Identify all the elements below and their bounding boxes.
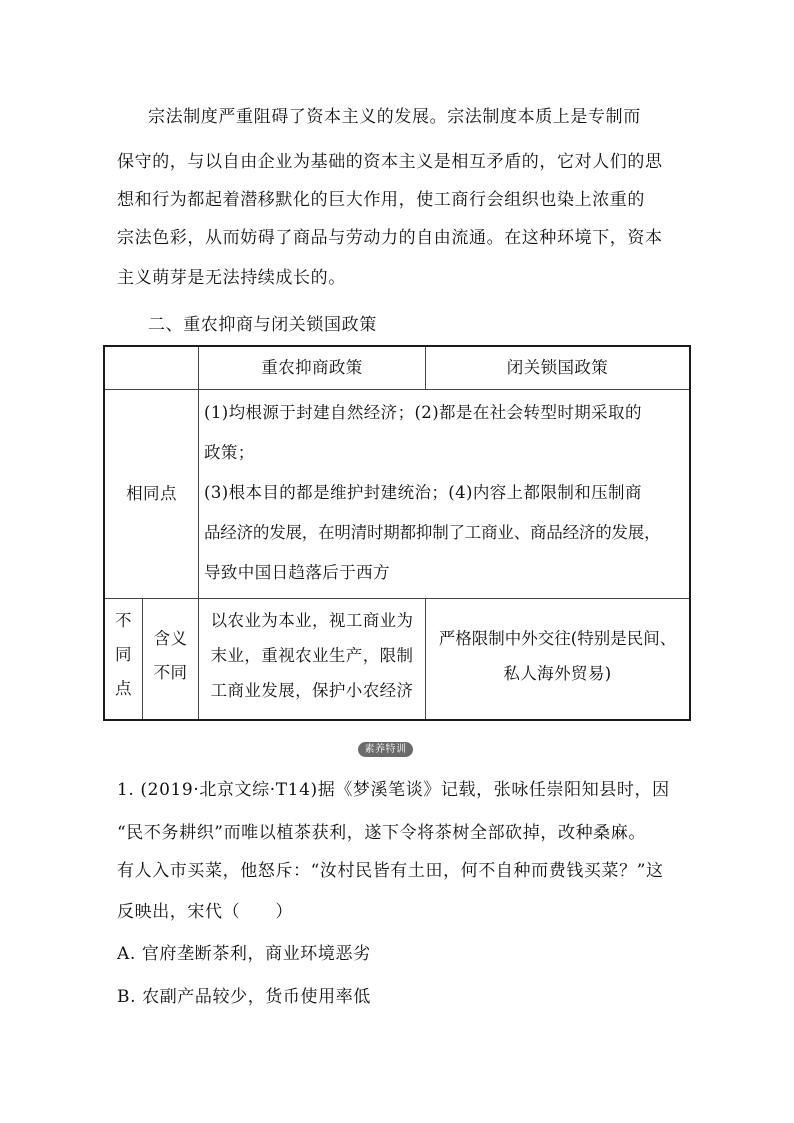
diff-label-char: 点 xyxy=(115,679,132,698)
table-col-divider xyxy=(198,347,199,598)
diff-sub-line: 不同 xyxy=(153,663,188,682)
question-line-1: 1. (2019·北京文综·T14)据《梦溪笔谈》记载，张咏任崇阳知县时，因 xyxy=(117,780,670,800)
diff-closed-line: 私人海外贸易) xyxy=(503,664,612,683)
diff-agri-content xyxy=(199,609,425,714)
diff-agri-line: 工商业发展，保护小农经济 xyxy=(210,681,414,700)
intro-line-4: 宗法色彩，从而妨碍了商品与劳动力的自由流通。在这种环境下，资本 xyxy=(117,228,663,248)
common-label: 相同点 xyxy=(126,484,177,503)
intro-line-5: 主义萌芽是无法持续成长的。 xyxy=(117,268,346,288)
section-title: 二、重农抑商与闭关锁国政策 xyxy=(148,315,377,335)
diff-sub-label xyxy=(143,627,198,695)
intro-line-3: 想和行为都起着潜移默化的巨大作用，使工商行会组织也染上浓重的 xyxy=(117,190,645,210)
common-content xyxy=(204,401,690,601)
diff-label-char: 同 xyxy=(115,645,132,664)
common-line: 政策； xyxy=(204,443,255,462)
intro-line-2: 保守的，与以自由企业为基础的资本主义是相互矛盾的，它对人们的思 xyxy=(117,152,663,172)
diff-agri-line: 以农业为本业，视工商业为 xyxy=(210,611,414,630)
diff-sub-line: 含义 xyxy=(153,629,188,648)
common-line: 导致中国日趋落后于西方 xyxy=(204,563,390,582)
diff-closed-line: 严格限制中外交往(特别是民间、 xyxy=(438,629,677,648)
training-badge: 素养特训 xyxy=(358,742,413,757)
comparison-table xyxy=(103,345,691,721)
intro-line-1: 宗法制度严重阻碍了资本主义的发展。宗法制度本质上是专制而 xyxy=(148,107,641,127)
question-line-2: “民不务耕织”而唯以植茶获利，遂下令将茶树全部砍掉，改种桑麻。 xyxy=(117,823,646,843)
option-a: A. 官府垄断茶利，商业环境恶劣 xyxy=(117,944,371,964)
question-line-4: 反映出，宋代（ ） xyxy=(117,902,293,922)
option-b: B. 农副产品较少，货币使用率低 xyxy=(117,987,371,1007)
diff-agri-line: 末业，重视农业生产，限制 xyxy=(210,646,414,665)
common-line: (3)根本目的都是维护封建统治；(4)内容上都限制和压制商 xyxy=(204,483,642,502)
table-header-agri: 重农抑商政策 xyxy=(261,358,363,377)
common-line: 品经济的发展，在明清时期都抑制了工商业、商品经济的发展， xyxy=(204,523,661,542)
table-row-divider xyxy=(105,389,689,390)
diff-label xyxy=(105,609,142,711)
table-header-closed: 闭关锁国政策 xyxy=(506,358,609,377)
diff-label-char: 不 xyxy=(115,611,132,630)
diff-closed-content xyxy=(426,627,689,697)
common-line: (1)均根源于封建自然经济；(2)都是在社会转型时期采取的 xyxy=(204,403,642,422)
question-line-3: 有人入市买菜，他怒斥：“汝村民皆有土田，何不自种而费钱买菜？”这 xyxy=(117,861,664,881)
